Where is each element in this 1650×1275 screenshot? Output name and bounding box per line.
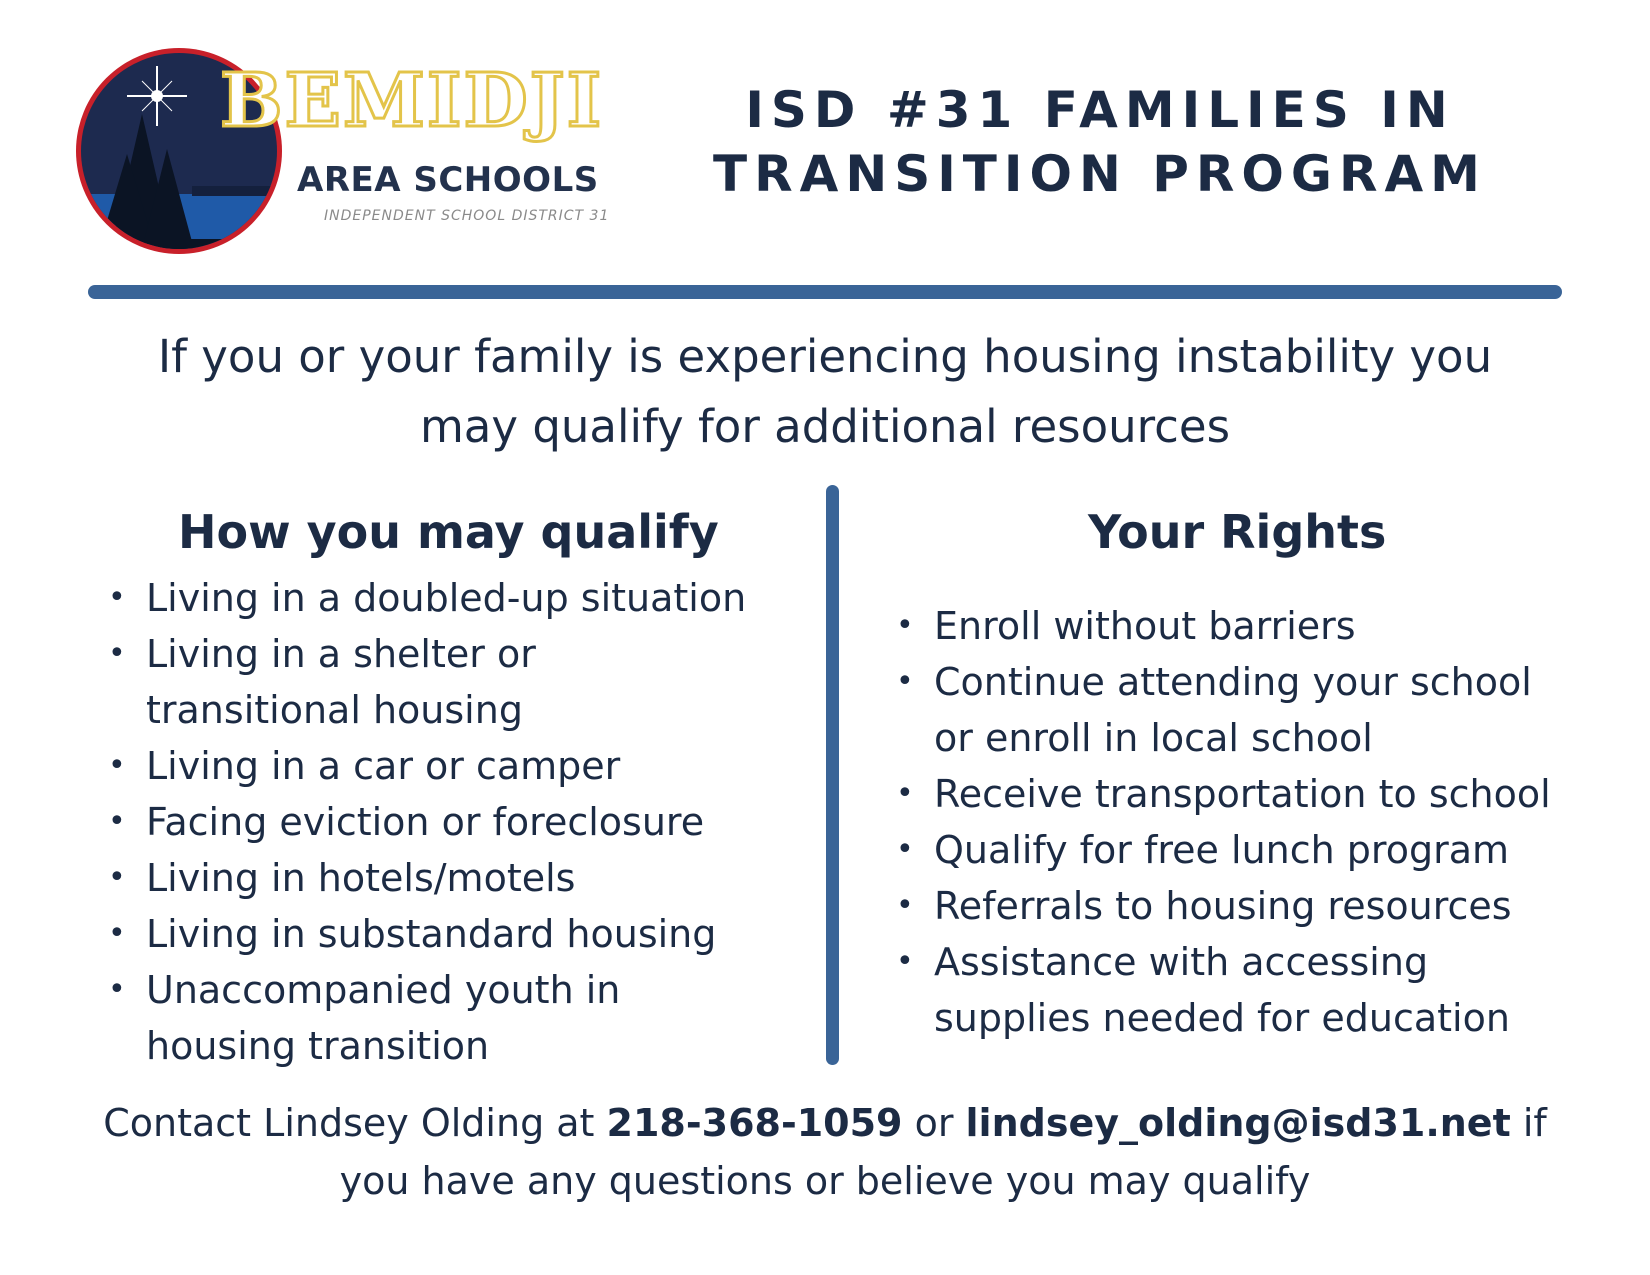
bullet-icon: •	[108, 972, 126, 1007]
contact-email[interactable]: lindsey_olding@isd31.net	[965, 1101, 1511, 1145]
list-item: • Facing eviction or foreclosure	[100, 794, 800, 850]
contact-phone[interactable]: 218-368-1059	[606, 1101, 903, 1145]
title-line-1: ISD #31 FAMILIES IN	[745, 81, 1455, 139]
title-line-2: TRANSITION PROGRAM	[713, 145, 1487, 203]
rights-heading: Your Rights	[1088, 505, 1387, 559]
bullet-icon: •	[108, 748, 126, 783]
list-item: • Living in a shelter or transitional housing	[100, 626, 800, 738]
contact-line-1: Contact Lindsey Olding at 218-368-1059 or lindsey_olding@isd31.net if	[103, 1101, 1547, 1145]
list-item: • Assistance with accessing supplies needed for education	[888, 934, 1608, 1046]
page-title	[650, 78, 1550, 206]
contact-info	[70, 1094, 1580, 1210]
column-divider	[826, 485, 839, 1065]
bullet-icon: •	[896, 888, 914, 923]
lead-text	[70, 322, 1580, 462]
list-item: • Referrals to housing resources	[888, 878, 1608, 934]
logo-wordmark: BEMIDJI	[220, 58, 604, 144]
qualify-list	[100, 570, 800, 1074]
list-item: • Enroll without barriers	[888, 598, 1608, 654]
logo-district: INDEPENDENT SCHOOL DISTRICT 31	[324, 208, 610, 224]
district-logo	[72, 44, 632, 259]
list-item: • Receive transportation to school	[888, 766, 1608, 822]
bullet-icon: •	[896, 664, 914, 699]
list-item: • Living in substandard housing	[100, 906, 800, 962]
contact-line-2: you have any questions or believe you may qualify	[339, 1159, 1311, 1203]
list-item: • Living in a doubled-up situation	[100, 570, 800, 626]
bullet-icon: •	[108, 580, 126, 615]
bullet-icon: •	[896, 944, 914, 979]
bullet-icon: •	[896, 776, 914, 811]
lead-line-1: If you or your family is experiencing housing instability you	[157, 330, 1493, 383]
logo-subtitle: AREA SCHOOLS	[297, 160, 599, 200]
list-item: • Living in a car or camper	[100, 738, 800, 794]
bullet-icon: •	[896, 608, 914, 643]
list-item: • Qualify for free lunch program	[888, 822, 1608, 878]
bullet-icon: •	[108, 636, 126, 671]
bullet-icon: •	[896, 832, 914, 867]
list-item: • Unaccompanied youth in housing transition	[100, 962, 800, 1074]
header-divider	[88, 285, 1562, 299]
qualify-heading: How you may qualify	[178, 505, 719, 559]
bullet-icon: •	[108, 916, 126, 951]
bullet-icon: •	[108, 804, 126, 839]
list-item: • Continue attending your school or enroll in local school	[888, 654, 1608, 766]
lead-line-2: may qualify for additional resources	[419, 400, 1231, 453]
bullet-icon: •	[108, 860, 126, 895]
list-item: • Living in hotels/motels	[100, 850, 800, 906]
rights-list	[888, 598, 1608, 1046]
